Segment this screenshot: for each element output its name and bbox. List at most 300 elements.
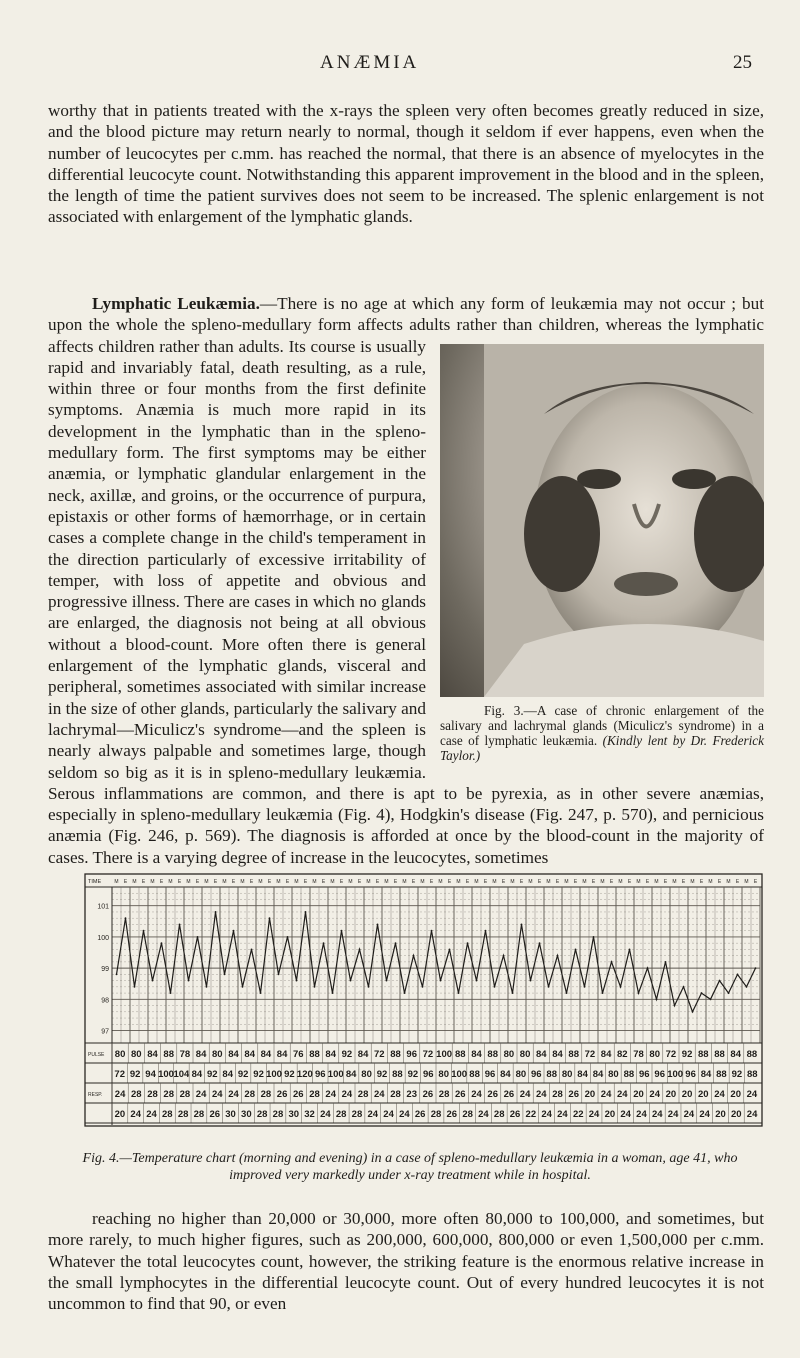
time-marker: M <box>366 879 371 885</box>
temperature-point <box>314 986 316 988</box>
running-title: ANÆMIA <box>320 52 420 73</box>
time-marker: E <box>177 879 182 885</box>
respiration-row-2-value: 20 <box>715 1109 726 1120</box>
figure-3-caption <box>440 703 764 764</box>
respiration-row-2-value: 30 <box>225 1109 236 1120</box>
temperature-point <box>611 961 613 963</box>
respiration-row-2-value: 22 <box>525 1109 537 1120</box>
time-marker: M <box>240 879 245 885</box>
pulse-row-value: 100 <box>436 1049 453 1060</box>
respiration-row-value: 24 <box>746 1089 758 1100</box>
temperature-point <box>629 949 631 951</box>
respiration-row-value: 26 <box>422 1089 434 1100</box>
figure-4-text: —Temperature chart (morning and evening) in a case of spleno-medullary leukæmia in a woman, age 41, who improved very markedly under x-ray treatment while in hospital. <box>119 1151 738 1183</box>
time-marker: E <box>609 879 614 885</box>
time-marker: M <box>510 879 515 885</box>
respiration-row-2-value: 28 <box>462 1109 473 1120</box>
respiration-row-2-value: 24 <box>146 1109 157 1120</box>
running-header <box>0 52 800 82</box>
temperature-chart <box>84 873 764 1131</box>
temperature-point <box>116 973 118 975</box>
child-portrait-image <box>484 344 764 697</box>
pulse-row-2-value: 84 <box>592 1069 604 1080</box>
respiration-row-value: 28 <box>179 1089 191 1100</box>
respiration-row-value: 28 <box>260 1089 272 1100</box>
paragraph-leucocytes: reaching no higher than 20,000 or 30,000, more often 80,000 to 100,000, and sometimes, but more rarely, to much higher figures, such as 200,000, 600,000, 800,000 or even 1,500,000 per c.mm. Whatever the total leucocytes count, however, the striking feature is the enormous relative increase in the small lymphocytes in the differential leucocyte count. Out of every hundred leucocytes it is not uncommon to find that 90, or even <box>48 1209 764 1314</box>
pulse-row-value: 72 <box>422 1049 434 1060</box>
temperature-point <box>395 942 397 944</box>
pulse-row-value: 80 <box>649 1049 660 1060</box>
respiration-row-2-value: 24 <box>588 1109 600 1120</box>
respiration-row-2-value: 24 <box>683 1109 695 1120</box>
temperature-point <box>548 986 550 988</box>
time-marker: E <box>249 879 254 885</box>
temperature-point <box>710 998 712 1000</box>
time-marker: M <box>618 879 623 885</box>
respiration-row-value: 24 <box>228 1089 239 1100</box>
row-label: PULSE <box>88 1052 105 1058</box>
respiration-row-value: 20 <box>730 1089 741 1100</box>
pulse-row-2-value: 96 <box>638 1069 650 1080</box>
pulse-row-2-value: 96 <box>685 1069 696 1080</box>
time-marker: M <box>582 879 587 885</box>
temperature-point <box>368 986 370 988</box>
pulse-row-2-value: 100 <box>266 1069 282 1080</box>
time-marker: M <box>690 879 695 885</box>
time-marker: M <box>654 879 659 885</box>
time-marker: M <box>726 879 731 885</box>
respiration-row-value: 24 <box>714 1089 725 1100</box>
temperature-point <box>332 992 334 994</box>
pulse-row-2-value: 84 <box>191 1069 203 1080</box>
temperature-point <box>449 949 451 951</box>
pulse-row-2-value: 92 <box>237 1069 249 1080</box>
temperature-point <box>215 911 217 913</box>
pulse-row-2-value: 88 <box>746 1069 758 1080</box>
respiration-row-value: 26 <box>503 1089 515 1100</box>
respiration-row-value: 28 <box>131 1089 142 1100</box>
pulse-row-value: 88 <box>714 1049 725 1060</box>
figure-3 <box>440 344 764 764</box>
respiration-row-2-value: 24 <box>399 1109 410 1120</box>
pulse-row-value: 80 <box>519 1049 531 1060</box>
pulse-row-value: 88 <box>163 1049 174 1060</box>
time-marker: E <box>285 879 290 885</box>
time-marker: E <box>699 879 704 885</box>
pulse-row-2-value: 92 <box>129 1069 141 1080</box>
time-marker: E <box>357 879 362 885</box>
respiration-row-2-value: 24 <box>541 1109 552 1120</box>
temperature-point <box>467 942 469 944</box>
figure-3-credit: (Kindly lent by Dr. Frederick Taylor.) <box>440 733 764 764</box>
temperature-point <box>647 967 649 969</box>
temperature-chart-svg <box>84 873 764 1131</box>
pulse-row-2-value: 80 <box>561 1069 573 1080</box>
respiration-row-2-value: 28 <box>272 1109 284 1120</box>
time-marker: E <box>213 879 218 885</box>
pulse-row-2-value: 84 <box>222 1069 234 1080</box>
respiration-row-value: 20 <box>681 1089 693 1100</box>
pulse-row-value: 88 <box>568 1049 579 1060</box>
respiration-row-2-value: 26 <box>209 1109 221 1120</box>
time-marker: E <box>537 879 542 885</box>
respiration-row-2-value: 24 <box>478 1109 489 1120</box>
pulse-row-value: 88 <box>746 1049 758 1060</box>
time-marker: E <box>375 879 380 885</box>
temperature-point <box>296 980 298 982</box>
respiration-row-value: 24 <box>536 1089 547 1100</box>
pulse-row-value: 72 <box>584 1049 596 1060</box>
time-marker: M <box>420 879 425 885</box>
pulse-row-2-value: 80 <box>438 1069 450 1080</box>
pulse-row-value: 72 <box>374 1049 385 1060</box>
respiration-row-value: 26 <box>455 1089 466 1100</box>
pulse-row-value: 84 <box>536 1049 547 1060</box>
respiration-row-value: 24 <box>212 1089 223 1100</box>
time-marker: E <box>195 879 200 885</box>
respiration-row-2-value: 20 <box>114 1109 126 1120</box>
respiration-row-value: 24 <box>195 1089 207 1100</box>
temperature-point <box>503 955 505 957</box>
respiration-row-2-value: 20 <box>731 1109 742 1120</box>
pulse-row-value: 80 <box>503 1049 515 1060</box>
pulse-row-value: 78 <box>179 1049 191 1060</box>
respiration-row-2-value: 30 <box>288 1109 300 1120</box>
pulse-row-value: 88 <box>309 1049 320 1060</box>
respiration-row-2-value: 28 <box>493 1109 505 1120</box>
figure-3-text: —A case of chronic enlargement of the salivary and lachrymal glands (Miculicz's syndrome) in a case of lymphatic leukæmia. <box>440 702 765 748</box>
temperature-point <box>377 924 379 926</box>
temperature-point <box>287 936 289 938</box>
time-marker: E <box>753 879 758 885</box>
respiration-row-value: 20 <box>633 1089 644 1100</box>
pulse-row-value: 88 <box>698 1049 709 1060</box>
temperature-point <box>566 992 568 994</box>
temperature-point <box>350 980 352 982</box>
time-marker: M <box>330 879 335 885</box>
time-marker: M <box>402 879 407 885</box>
time-marker: E <box>231 879 236 885</box>
section-lead-text: —There is no age at which any form of leukæmia may not occur ; but upon the whole the spleno-medullary form affects adults rather than children, <box>48 294 764 335</box>
respiration-row-2-value: 28 <box>256 1109 268 1120</box>
temperature-point <box>557 955 559 957</box>
time-marker: E <box>735 879 740 885</box>
time-marker: M <box>204 879 209 885</box>
figure-4-caption <box>56 1150 764 1184</box>
temperature-point <box>620 986 622 988</box>
time-label: TIME <box>88 879 102 885</box>
temperature-point <box>755 967 757 969</box>
temperature-point <box>305 911 307 913</box>
temperature-point <box>341 930 343 932</box>
temperature-point <box>719 980 721 982</box>
time-marker: M <box>474 879 479 885</box>
temperature-point <box>665 961 667 963</box>
pulse-row-2-value: 94 <box>145 1069 156 1080</box>
time-marker: M <box>312 879 317 885</box>
time-marker: M <box>546 879 551 885</box>
pulse-row-2-value: 96 <box>422 1069 434 1080</box>
pulse-row-2-value: 80 <box>515 1069 527 1080</box>
temperature-point <box>674 1005 676 1007</box>
respiration-row-2-value: 24 <box>636 1109 647 1120</box>
temperature-point <box>359 949 361 951</box>
pulse-row-2-value: 80 <box>361 1069 372 1080</box>
pulse-row-2-value: 84 <box>700 1069 712 1080</box>
time-marker: M <box>258 879 263 885</box>
pulse-row-2-value: 92 <box>407 1069 419 1080</box>
pulse-row-2-value: 96 <box>314 1069 326 1080</box>
respiration-row-2-value: 28 <box>335 1109 347 1120</box>
pulse-row-2-value: 84 <box>345 1069 357 1080</box>
time-marker: E <box>141 879 146 885</box>
time-marker: M <box>744 879 749 885</box>
respiration-row-value: 24 <box>114 1089 126 1100</box>
temperature-point <box>746 986 748 988</box>
y-tick-label: 99 <box>101 966 109 974</box>
pulse-row-value: 80 <box>114 1049 126 1060</box>
respiration-row-2-value: 30 <box>241 1109 252 1120</box>
time-marker: M <box>492 879 497 885</box>
respiration-row-2-value: 26 <box>509 1109 521 1120</box>
temperature-point <box>134 986 136 988</box>
respiration-row-2-value: 24 <box>557 1109 568 1120</box>
respiration-row-2-value: 24 <box>746 1109 758 1120</box>
pulse-row-2-value: 96 <box>530 1069 542 1080</box>
temperature-point <box>431 930 433 932</box>
pulse-row-value: 72 <box>665 1049 677 1060</box>
time-marker: E <box>483 879 488 885</box>
pulse-row-2-value: 84 <box>500 1069 511 1080</box>
pulse-row-value: 84 <box>357 1049 369 1060</box>
temperature-point <box>593 936 595 938</box>
temperature-point <box>476 980 478 982</box>
temperature-point <box>521 924 523 926</box>
temperature-point <box>638 992 640 994</box>
temperature-point <box>602 992 604 994</box>
pulse-row-value: 84 <box>260 1049 272 1060</box>
pulse-row-value: 84 <box>552 1049 563 1060</box>
time-marker: M <box>672 879 677 885</box>
time-marker: E <box>123 879 128 885</box>
pulse-row-2-value: 92 <box>253 1069 264 1080</box>
time-marker: M <box>132 879 137 885</box>
pulse-row-2-value: 92 <box>206 1069 218 1080</box>
time-marker: M <box>294 879 299 885</box>
respiration-row-2-value: 28 <box>177 1109 189 1120</box>
respiration-row-value: 28 <box>163 1089 174 1100</box>
temperature-point <box>278 973 280 975</box>
pulse-row-2-value: 92 <box>284 1069 295 1080</box>
respiration-row-2-value: 20 <box>604 1109 616 1120</box>
pulse-row-2-value: 96 <box>654 1069 666 1080</box>
respiration-row-value: 26 <box>276 1089 288 1100</box>
temperature-point <box>422 986 424 988</box>
temperature-point <box>161 942 163 944</box>
respiration-row-2-value: 28 <box>162 1109 173 1120</box>
respiration-row-2-value: 26 <box>414 1109 426 1120</box>
temperature-point <box>260 992 262 994</box>
respiration-row-2-value: 24 <box>651 1109 663 1120</box>
respiration-row-2-value: 24 <box>667 1109 679 1120</box>
time-marker: E <box>591 879 596 885</box>
pulse-row-value: 88 <box>487 1049 498 1060</box>
time-marker: E <box>447 879 452 885</box>
pulse-row-2-value: 72 <box>114 1069 126 1080</box>
respiration-row-value: 26 <box>568 1089 579 1100</box>
figure-3-photograph <box>440 344 764 697</box>
temperature-point <box>386 980 388 982</box>
pulse-row-2-value: 92 <box>731 1069 743 1080</box>
figure-3-label: Fig. 3. <box>484 702 524 718</box>
temperature-point <box>575 949 577 951</box>
pulse-row-2-value: 88 <box>392 1069 403 1080</box>
time-marker: M <box>384 879 389 885</box>
pulse-row-2-value: 100 <box>667 1069 684 1080</box>
pulse-row-2-value: 88 <box>716 1069 727 1080</box>
time-marker: E <box>393 879 398 885</box>
respiration-row-value: 24 <box>341 1089 353 1100</box>
time-marker: E <box>627 879 632 885</box>
respiration-row-value: 28 <box>357 1089 369 1100</box>
respiration-row-value: 20 <box>665 1089 677 1100</box>
pulse-row-value: 92 <box>681 1049 693 1060</box>
pulse-row-value: 84 <box>147 1049 158 1060</box>
pulse-row-2-value: 84 <box>577 1069 588 1080</box>
temperature-point <box>170 992 172 994</box>
pulse-row-2-value: 88 <box>623 1069 635 1080</box>
time-marker: E <box>267 879 272 885</box>
time-marker: E <box>555 879 560 885</box>
time-marker: M <box>636 879 641 885</box>
time-marker: E <box>429 879 434 885</box>
pulse-row-value: 84 <box>228 1049 239 1060</box>
temperature-point <box>197 936 199 938</box>
time-marker: E <box>465 879 470 885</box>
temperature-point <box>728 992 730 994</box>
respiration-row-value: 20 <box>698 1089 709 1100</box>
time-marker: M <box>564 879 569 885</box>
section-body-text: whereas the lymphatic affects children rather than adults. Its course is usually rapid and invariably fatal, death resulting, as a rule, within three or four months from the first definite symptoms. Anæmia is much more rapid in its development in the lymphatic than in the spleno-medullary form. The first symptoms may be either anæmia, or lymphatic glandular enlargement in the neck, axillæ, and groins, or the occurrence of purpura, epistaxis or other forms of hæmorrhage, or in certain cases a complete change in the child's temperament in the direction particularly of excessive irritability of temper, with loss of appetite and obvious and progressive illness. There are cases in which no glands are enlarged, the diagnosis not being at all obvious without a blood-count. More often there is general enlargement of the lymphatic glands, visceral and peripheral, sometimes associated with similar increase in the size of other glands, particularly the salivary and lachrymal—Miculicz's syndrome—and the spleen is nearly always palpable and sometimes large, though seldom so big as it is in spleno-medullary leukæmia. Serous inflammations are common, and there is apt to be pyrexia, as in other severe anæmias, especially in spleno-medullary leukæmia (Fig. 4), Hodgkin's disease (Fig. 247, p. 570), and pernicious anæmia (Fig. 246, p. 569). The diagnosis is afforded at once by the blood-count in the majority of cases. There is a varying degree of increase in the leucocytes, sometimes <box>48 315 764 867</box>
respiration-row-2-value: 28 <box>351 1109 363 1120</box>
time-marker: M <box>150 879 155 885</box>
pulse-row-value: 76 <box>293 1049 304 1060</box>
y-tick-label: 101 <box>97 903 109 911</box>
pulse-row-2-value: 100 <box>451 1069 468 1080</box>
temperature-point <box>242 986 244 988</box>
temperature-point <box>737 973 739 975</box>
figure-4-label: Fig. 4. <box>82 1151 120 1166</box>
pulse-row-2-value: 100 <box>158 1069 174 1080</box>
pulse-row-value: 92 <box>341 1049 353 1060</box>
respiration-row-value: 28 <box>390 1089 401 1100</box>
respiration-row-2-value: 26 <box>446 1109 458 1120</box>
time-marker: M <box>456 879 461 885</box>
respiration-row-2-value: 24 <box>367 1109 379 1120</box>
pulse-row-value: 84 <box>325 1049 336 1060</box>
pulse-row-value: 84 <box>244 1049 255 1060</box>
time-marker: E <box>519 879 524 885</box>
time-marker: M <box>600 879 605 885</box>
respiration-row-2-value: 32 <box>304 1109 315 1120</box>
temperature-point <box>458 992 460 994</box>
time-marker: E <box>339 879 344 885</box>
respiration-row-value: 20 <box>584 1089 596 1100</box>
respiration-row-value: 24 <box>600 1089 612 1100</box>
pulse-row-value: 80 <box>212 1049 223 1060</box>
temperature-point <box>251 949 253 951</box>
paragraph-spleen-xray: worthy that in patients treated with the x-rays the spleen very often becomes greatly reduced in size, and the blood picture may return nearly to normal, though it seldom if ever happens, even when the number of leucocytes per c.mm. has reached the normal, that there is an absence of myelocytes in the differential leucocyte count. Notwithstanding this apparent improvement in the blood and in the spleen, the length of time the patient survives does not seem to be increased. The splenic enlargement is not associated with enlargement of the lymphatic glands. <box>48 101 764 227</box>
temperature-point <box>440 980 442 982</box>
time-marker: E <box>303 879 308 885</box>
respiration-row-2-value: 24 <box>620 1109 631 1120</box>
temperature-point <box>683 986 685 988</box>
section-lymphatic-leukaemia <box>48 293 764 868</box>
row-label: RESP. <box>88 1092 103 1098</box>
y-tick-label: 97 <box>101 1028 109 1036</box>
temperature-point <box>224 973 226 975</box>
temperature-point <box>494 986 496 988</box>
pulse-row-value: 88 <box>390 1049 401 1060</box>
temperature-point <box>656 998 658 1000</box>
respiration-row-2-value: 28 <box>193 1109 205 1120</box>
pulse-row-2-value: 96 <box>484 1069 496 1080</box>
pulse-row-value: 84 <box>471 1049 482 1060</box>
time-marker: M <box>276 879 281 885</box>
temperature-point <box>323 942 325 944</box>
pulse-row-value: 84 <box>730 1049 741 1060</box>
pulse-row-value: 84 <box>276 1049 288 1060</box>
temperature-point <box>143 930 145 932</box>
time-marker: E <box>501 879 506 885</box>
pulse-row-2-value: 100 <box>327 1069 344 1080</box>
time-marker: M <box>222 879 227 885</box>
respiration-row-2-value: 24 <box>383 1109 394 1120</box>
respiration-row-2-value: 24 <box>320 1109 331 1120</box>
page-number: 25 <box>733 52 752 73</box>
pulse-row-value: 88 <box>455 1049 466 1060</box>
time-marker: E <box>321 879 326 885</box>
time-marker: M <box>348 879 353 885</box>
respiration-row-value: 23 <box>406 1089 417 1100</box>
pulse-row-2-value: 88 <box>469 1069 480 1080</box>
respiration-row-value: 24 <box>519 1089 531 1100</box>
temperature-point <box>404 992 406 994</box>
time-marker: M <box>186 879 191 885</box>
temperature-point <box>584 986 586 988</box>
pulse-row-2-value: 80 <box>608 1069 619 1080</box>
pulse-row-value: 96 <box>406 1049 417 1060</box>
respiration-row-value: 28 <box>309 1089 320 1100</box>
y-tick-label: 98 <box>101 997 109 1005</box>
pulse-row-value: 84 <box>600 1049 612 1060</box>
time-marker: M <box>168 879 173 885</box>
pulse-row-value: 78 <box>633 1049 644 1060</box>
y-tick-label: 100 <box>97 934 109 942</box>
pulse-row-2-value: 104 <box>173 1069 190 1080</box>
respiration-row-value: 24 <box>374 1089 385 1100</box>
time-marker: M <box>438 879 443 885</box>
temperature-point <box>188 980 190 982</box>
temperature-point <box>233 930 235 932</box>
pulse-row-2-value: 92 <box>376 1069 388 1080</box>
temperature-point <box>485 930 487 932</box>
pulse-row-2-value: 88 <box>546 1069 558 1080</box>
pulse-row-value: 82 <box>617 1049 628 1060</box>
respiration-row-value: 28 <box>147 1089 158 1100</box>
respiration-row-value: 28 <box>438 1089 450 1100</box>
pulse-row-value: 84 <box>195 1049 207 1060</box>
